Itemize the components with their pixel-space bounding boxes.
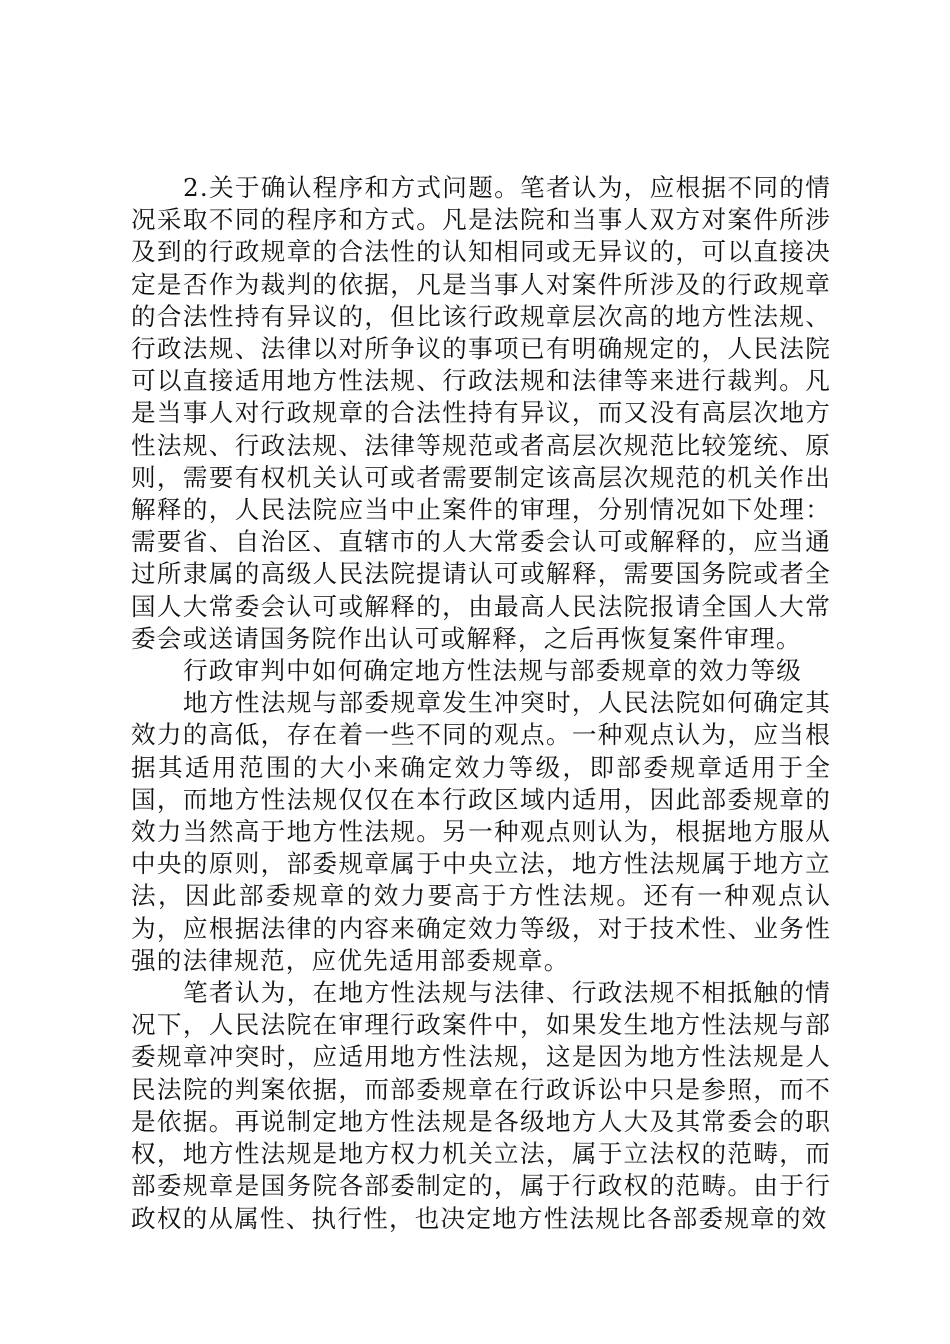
body-text [131,172,831,1235]
paragraph-author-opinion: 笔者认为，在地方性法规与法律、行政法规不相抵触的情况下，人民法院在审理行政案件中，如果发生地方性法规与部委规章冲突时，应适用地方性法规，这是因为地方性法规是人民法院的判案依据，而部委规章在行政诉讼中只是参照，而不是依据。再说制定地方性法规是各级地方人大及其常委会的职权，地方性法规是地方权力机关立法，属于立法权的范畴，而部委规章是国务院各部委制定的，属于行政权的范畴。由于行政权的从属性、执行性，也决定地方性法规比各部委规章的效 [131,978,831,1233]
section-heading: 行政审判中如何确定地方性法规与部委规章的效力等级 [183,656,803,686]
paragraph-differing-views: 地方性法规与部委规章发生冲突时，人民法院如何确定其效力的高低，存在着一些不同的观点。一种观点认为，应当根据其适用范围的大小来确定效力等级，即部委规章适用于全国，而地方性法规仅仅在本行政区域内适用，因此部委规章的效力当然高于地方性法规。另一种观点则认为，根据地方服从中央的原则，部委规章属于中央立法，地方性法规属于地方立法，因此部委规章的效力要高于方性法规。还有一种观点认为，应根据法律的内容来确定效力等级，对于技术性、业务性强的法律规范，应优先适用部委规章。 [131,688,831,975]
paragraph-confirmation-procedure: 2.关于确认程序和方式问题。笔者认为，应根据不同的情况采取不同的程序和方式。凡是法院和当事人双方对案件所涉及到的行政规章的合法性的认知相同或无异议的，可以直接决定是否作为裁判的依据，凡是当事人对案件所涉及的行政规章的合法性持有异议的，但比该行政规章层次高的地方性法规、行政法规、法律以对所争议的事项已有明确规定的，人民法院可以直接适用地方性法规、行政法规和法律等来进行裁判。凡是当事人对行政规章的合法性持有异议，而又没有高层次地方性法规、行政法规、法律等规范或者高层次规范比较笼统、原则，需要有权机关认可或者需要制定该高层次规范的机关作出解释的，人民法院应当中止案件的审理，分别情况如下处理：需要省、自治区、直辖市的人大常委会认可或解释的，应当通过所隶属的高级人民法院提请认可或解释，需要国务院或者全国人大常委会认可或解释的，由最高人民法院报请全国人大常委会或送请国务院作出认可或解释，之后再恢复案件审理。 [131,173,831,653]
